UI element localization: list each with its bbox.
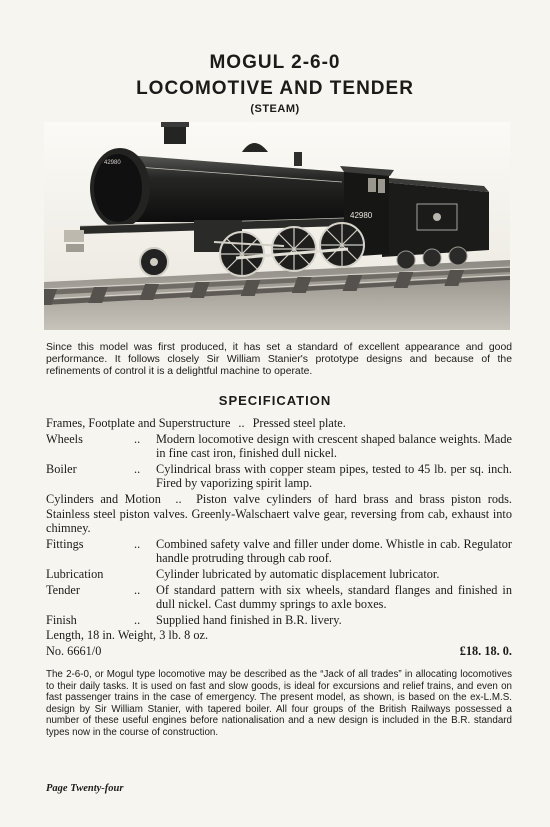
spec-dots: .. xyxy=(134,461,141,476)
spec-dots: .. xyxy=(175,491,182,506)
description-paragraph: The 2-6-0, or Mogul type locomotive may be described as the “Jack of all trades” in allocating locomotives to their daily tasks. It is used on fast and slow goods, is ideal for excursions and relief trains, and even on fast passenger trains in the case of emergency. The present model, as shown, is based on the ex-L.M.S. design by Sir William Stanier, with tapered boiler. All four groups of the British Railways possessed a number of these useful engines before nationalisation and a new design is included in the B.R. standard types now in the course of construction. xyxy=(46,669,512,738)
spec-label: Fittings xyxy=(46,536,84,551)
spec-value: Modern locomotive design with crescent shaped balance weights. Made in fine cast iron, finished dull nickel. xyxy=(156,431,512,461)
spec-dots xyxy=(134,567,156,582)
cab-number: 42980 xyxy=(350,211,373,220)
spec-dots: .. xyxy=(134,536,141,551)
specification-list xyxy=(46,416,512,659)
spec-row-tender xyxy=(46,583,512,612)
spec-row-wheels xyxy=(46,432,512,461)
spec-value: Supplied hand finished in B.R. livery. xyxy=(156,612,342,627)
specification-heading: SPECIFICATION xyxy=(218,393,332,408)
spec-length-weight: Length, 18 in. Weight, 3 lb. 8 oz. xyxy=(46,628,209,643)
spec-row-cylinders xyxy=(46,492,512,536)
spec-dots: .. xyxy=(238,416,245,430)
page-number: Page Twenty-four xyxy=(46,783,124,794)
spec-dots: .. xyxy=(134,612,141,627)
spec-label: Tender xyxy=(46,582,80,597)
page-title: MOGUL 2-6-0 xyxy=(209,52,341,73)
spec-value: Combined safety valve and filler under dome. Whistle in cab. Regulator handle protruding through cab roof. xyxy=(156,536,512,566)
spec-value: Cylinder lubricated by automatic displacement lubricator. xyxy=(156,566,440,581)
spec-value: Cylindrical brass with copper steam pipes, tested to 45 lb. per sq. inch. Fired by vaporizing spirit lamp. xyxy=(156,461,512,491)
spec-value: Piston valve cylinders of hard brass and brass piston rods. Stainless steel piston valves. Greenly-Walschaert valve gear, reversing from cab, exhaust into chimney. xyxy=(46,491,512,536)
spec-value: Of standard pattern with six wheels, standard flanges and finished in dull nickel. Cast dummy springs to axle boxes. xyxy=(156,582,512,612)
spec-catalogue-line xyxy=(46,644,512,659)
page-subtitle: LOCOMOTIVE AND TENDER xyxy=(136,78,414,99)
spec-label: Frames, Footplate and Superstructure xyxy=(46,416,231,430)
spec-label: Lubrication xyxy=(46,566,104,581)
spec-dots: .. xyxy=(134,431,141,446)
spec-row-finish xyxy=(46,613,512,628)
spec-row-fittings xyxy=(46,537,512,566)
spec-value: Pressed steel plate. xyxy=(252,416,346,430)
spec-label: Cylinders and Motion xyxy=(46,491,161,506)
spec-label: Finish xyxy=(46,612,77,627)
spec-label: Wheels xyxy=(46,431,83,446)
spec-label: Boiler xyxy=(46,461,77,476)
spec-row-frames xyxy=(46,416,512,431)
spec-dots: .. xyxy=(134,582,141,597)
spec-row-boiler xyxy=(46,462,512,491)
page-subtitle-note: (STEAM) xyxy=(250,103,300,115)
price: £18. 18. 0. xyxy=(459,643,512,658)
smokebox-number-plate: 42980 xyxy=(104,160,121,166)
spec-row-lubrication xyxy=(46,567,512,582)
locomotive-photo xyxy=(44,122,510,330)
catalogue-number: No. 6661/0 xyxy=(46,643,102,658)
intro-text: Since this model was first produced, it has set a standard of excellent appearance and good performance. It follows closely Sir William Stanier's prototype designs and because of the refinements of control it is a delightful machine to operate. xyxy=(46,342,512,377)
